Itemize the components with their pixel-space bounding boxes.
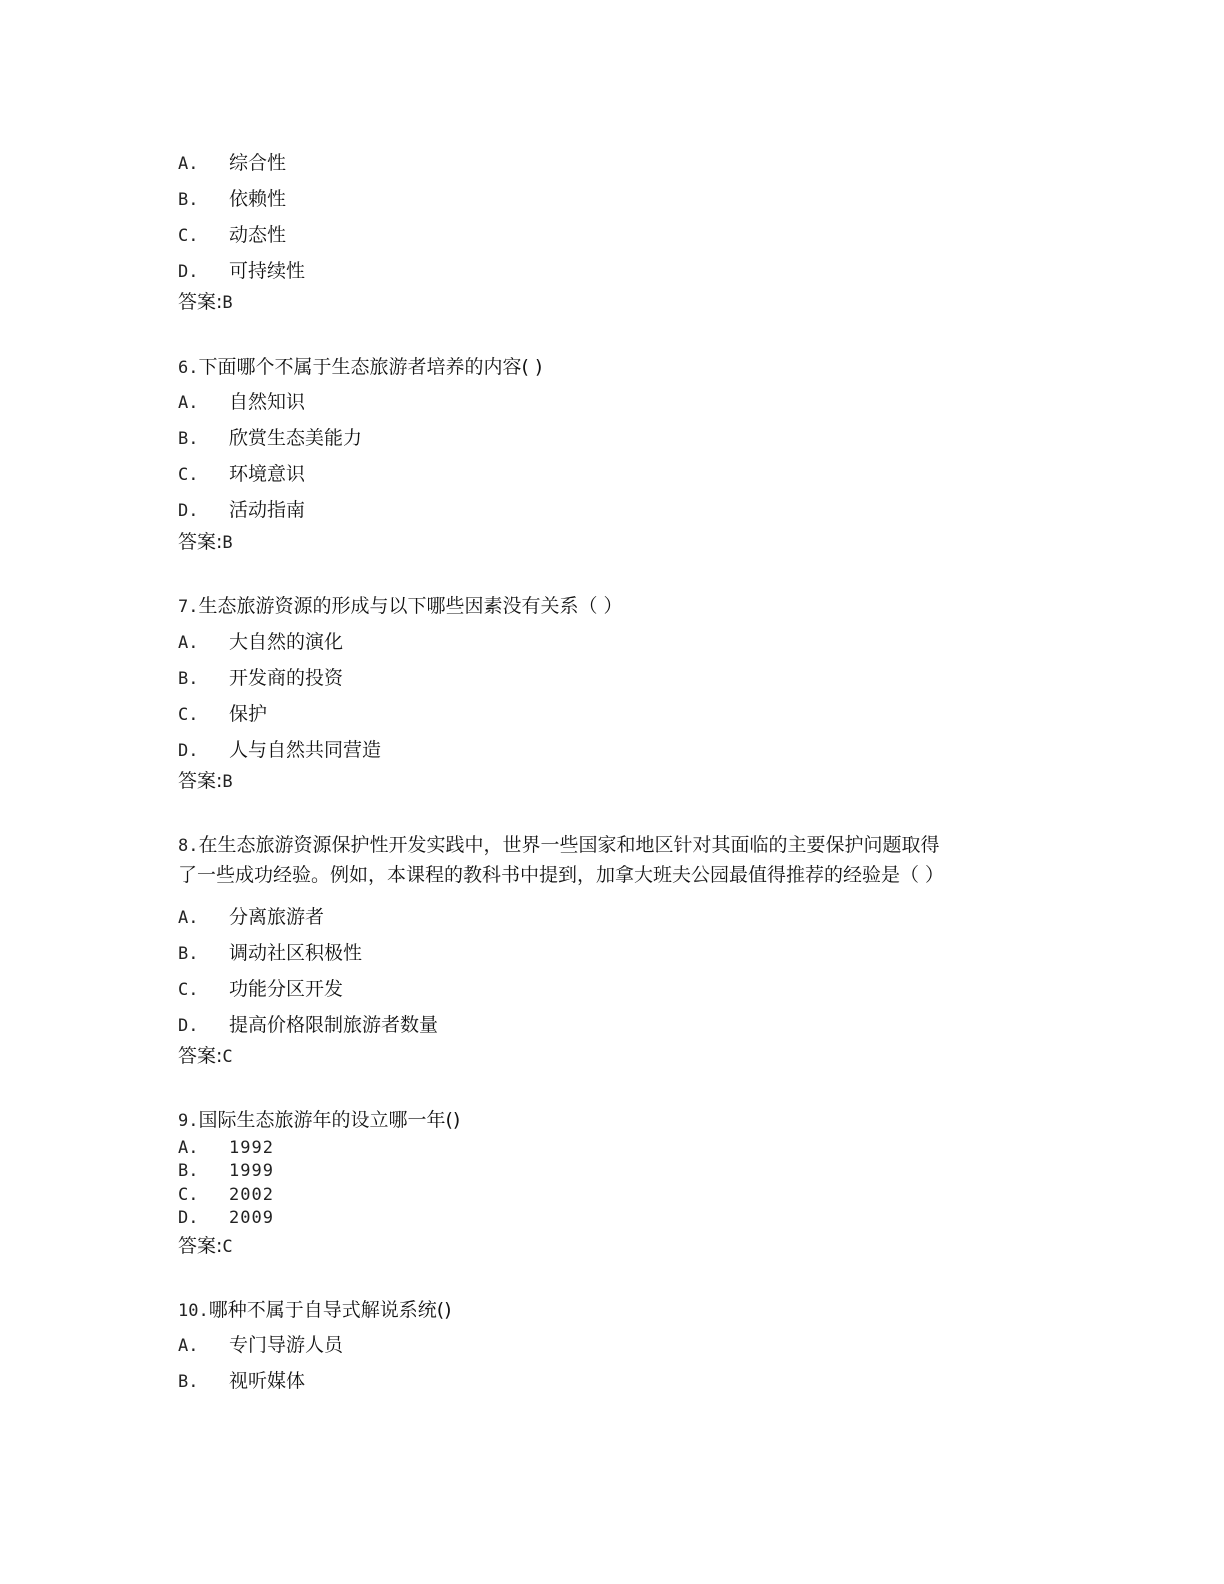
q7-question: [178, 594, 623, 619]
answer-label: 答案:: [178, 1045, 223, 1067]
question-number: 8.: [178, 836, 199, 856]
q6-option-c: [178, 462, 305, 487]
option-letter: D.: [178, 262, 199, 282]
option-text: 活动指南: [229, 499, 306, 521]
option-text: 1992: [229, 1138, 274, 1158]
q5-option-b: [178, 187, 286, 212]
question-number: 7.: [178, 597, 199, 617]
option-text: 专门导游人员: [229, 1334, 344, 1356]
question-text-continued: 了一些成功经验。例如，本课程的教科书中提到，加拿大班夫公园最值得推荐的经验是（ ）: [178, 864, 945, 886]
q7-answer: [178, 769, 233, 794]
option-letter: A.: [178, 633, 199, 653]
question-text: 国际生态旅游年的设立哪一年(): [198, 1109, 461, 1131]
option-letter: D.: [178, 1208, 199, 1228]
option-letter: A.: [178, 154, 199, 174]
option-text: 保护: [229, 703, 268, 725]
answer-value: C: [222, 1047, 233, 1067]
option-text: 功能分区开发: [229, 978, 344, 1000]
q7-option-d: [178, 738, 381, 763]
option-text: 1999: [229, 1161, 274, 1181]
option-letter: A.: [178, 1138, 199, 1158]
q5-option-a: [178, 151, 286, 176]
option-letter: C.: [178, 705, 199, 725]
q5-answer: [178, 290, 233, 315]
question-text: 哪种不属于自导式解说系统(): [208, 1299, 452, 1321]
answer-value: C: [222, 1237, 233, 1257]
option-letter: B.: [178, 669, 199, 689]
option-letter: D.: [178, 741, 199, 761]
q7-option-c: [178, 702, 267, 727]
option-text: 开发商的投资: [229, 667, 344, 689]
q6-option-d: [178, 498, 305, 523]
option-letter: A.: [178, 908, 199, 928]
option-text: 提高价格限制旅游者数量: [229, 1014, 439, 1036]
q6-option-a: [178, 390, 305, 415]
option-text: 视听媒体: [229, 1370, 306, 1392]
question-text: 下面哪个不属于生态旅游者培养的内容( ): [198, 356, 543, 378]
answer-value: B: [222, 533, 233, 553]
option-letter: D.: [178, 1016, 199, 1036]
option-text: 环境意识: [229, 463, 306, 485]
option-text: 大自然的演化: [229, 631, 344, 653]
option-text: 人与自然共同营造: [229, 739, 382, 761]
q9-option-b: [178, 1160, 274, 1182]
option-letter: C.: [178, 465, 199, 485]
option-text: 自然知识: [229, 391, 306, 413]
q8-question-line-1: [178, 833, 940, 858]
q8-option-a: [178, 905, 324, 930]
q8-option-b: [178, 941, 362, 966]
option-letter: C.: [178, 226, 199, 246]
q9-option-c: [178, 1184, 274, 1206]
option-text: 可持续性: [229, 260, 306, 282]
option-text: 依赖性: [229, 188, 287, 210]
question-number: 9.: [178, 1111, 199, 1131]
q7-option-b: [178, 666, 343, 691]
q5-option-d: [178, 259, 305, 284]
option-letter: B.: [178, 429, 199, 449]
option-text: 综合性: [229, 152, 287, 174]
option-text: 2002: [229, 1185, 274, 1205]
answer-value: B: [222, 293, 233, 313]
option-letter: A.: [178, 393, 199, 413]
q5-option-c: [178, 223, 286, 248]
option-letter: D.: [178, 501, 199, 521]
option-text: 欣赏生态美能力: [229, 427, 363, 449]
q10-option-a: [178, 1333, 343, 1358]
q8-option-c: [178, 977, 343, 1002]
q9-option-a: [178, 1137, 274, 1159]
answer-label: 答案:: [178, 531, 223, 553]
question-number: 6.: [178, 358, 199, 378]
answer-label: 答案:: [178, 1235, 223, 1257]
q10-question: [178, 1298, 452, 1323]
q6-question: [178, 355, 542, 380]
answer-label: 答案:: [178, 770, 223, 792]
q9-question: [178, 1108, 460, 1133]
answer-value: B: [222, 772, 233, 792]
option-text: 调动社区积极性: [229, 942, 363, 964]
question-text: 生态旅游资源的形成与以下哪些因素没有关系（ ）: [198, 595, 623, 617]
q9-answer: [178, 1234, 233, 1259]
option-letter: B.: [178, 190, 199, 210]
answer-label: 答案:: [178, 291, 223, 313]
option-letter: B.: [178, 1161, 199, 1181]
option-letter: B.: [178, 1372, 199, 1392]
option-letter: B.: [178, 944, 199, 964]
question-text: 在生态旅游资源保护性开发实践中，世界一些国家和地区针对其面临的主要保护问题取得: [198, 834, 940, 856]
question-number: 10.: [178, 1301, 209, 1321]
q8-question-line-2: [178, 863, 944, 887]
option-letter: C.: [178, 980, 199, 1000]
q10-option-b: [178, 1369, 305, 1394]
option-letter: A.: [178, 1336, 199, 1356]
q6-answer: [178, 530, 233, 555]
q8-answer: [178, 1044, 233, 1069]
option-letter: C.: [178, 1185, 199, 1205]
q8-option-d: [178, 1013, 438, 1038]
option-text: 2009: [229, 1208, 274, 1228]
option-text: 分离旅游者: [229, 906, 325, 928]
q7-option-a: [178, 630, 343, 655]
q9-option-d: [178, 1207, 274, 1229]
q6-option-b: [178, 426, 362, 451]
option-text: 动态性: [229, 224, 287, 246]
